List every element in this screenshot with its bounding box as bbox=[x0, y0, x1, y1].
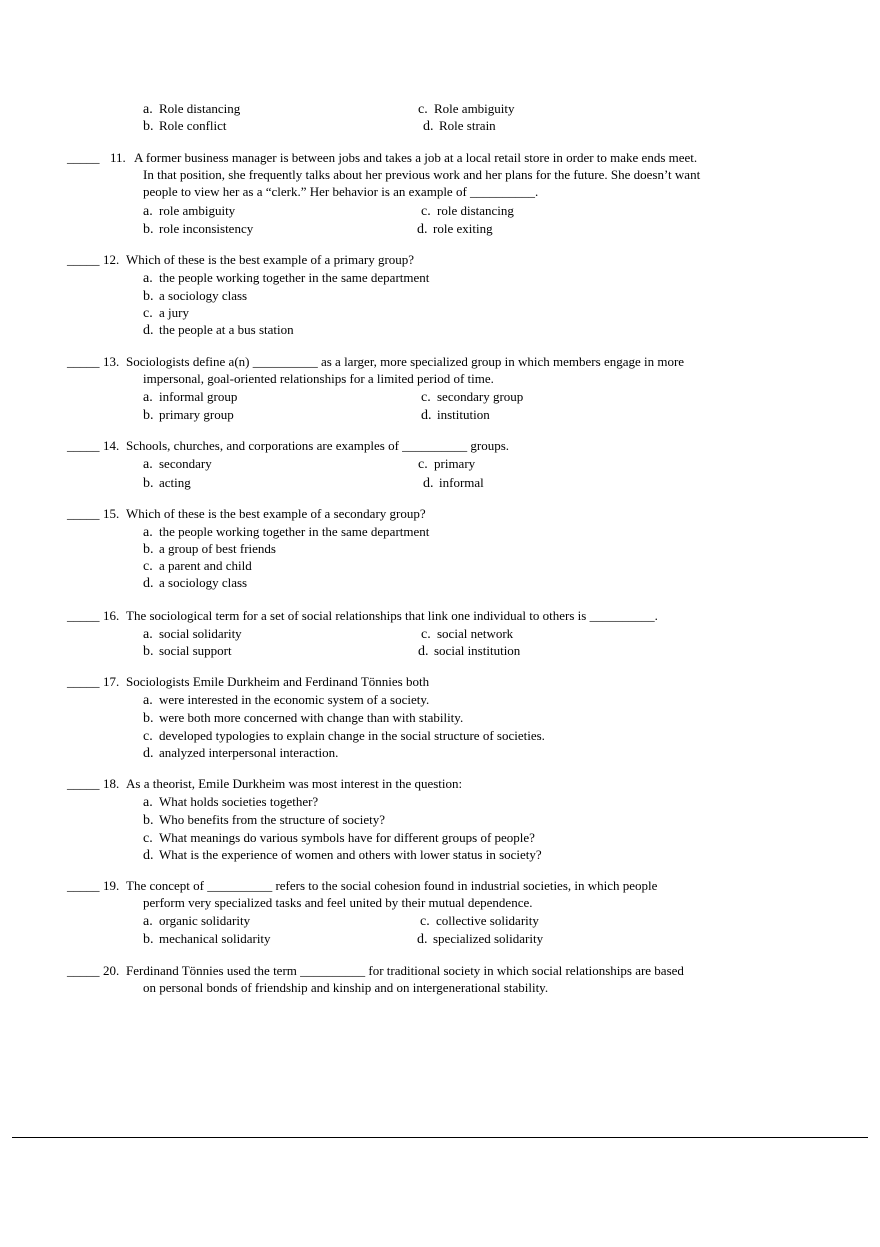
question-stem: Sociologists Emile Durkheim and Ferdinand Tönnies both bbox=[126, 674, 430, 689]
question-stem: Schools, churches, and corporations are examples of __________ groups. bbox=[126, 438, 510, 453]
option-b: b. mechanical solidarity bbox=[143, 931, 271, 947]
option-b: b. social support bbox=[143, 643, 232, 659]
answer-blank: _____ bbox=[67, 150, 100, 165]
option-b: b. a group of best friends bbox=[143, 541, 276, 557]
option-d: d. role exiting bbox=[417, 221, 493, 237]
question-number: 16. bbox=[103, 608, 120, 623]
answer-blank: _____ bbox=[67, 438, 100, 453]
option-c: c. collective solidarity bbox=[420, 913, 539, 929]
answer-blank: _____ bbox=[67, 776, 100, 791]
question-stem: As a theorist, Emile Durkheim was most interest in the question: bbox=[126, 776, 463, 791]
answer-blank: _____ bbox=[67, 878, 100, 893]
option-a: a. informal group bbox=[143, 389, 238, 405]
question-number: 15. bbox=[103, 506, 120, 521]
option-c: c. role distancing bbox=[421, 203, 514, 219]
answer-blank: _____ bbox=[67, 354, 100, 369]
option-a: a. role ambiguity bbox=[143, 203, 236, 219]
option-c: c. primary bbox=[418, 456, 476, 472]
option-d: d. the people at a bus station bbox=[143, 322, 294, 338]
question-number: 12. bbox=[103, 252, 120, 267]
question-stem: Sociologists define a(n) __________ as a larger, more specialized group in which members engage in more impersonal, goal-oriented relationships for a limited period of time. bbox=[126, 354, 685, 386]
option-d: d. informal bbox=[423, 475, 484, 491]
option-b: b. role inconsistency bbox=[143, 221, 254, 237]
answer-blank: _____ bbox=[67, 506, 100, 521]
question-number: 19. bbox=[103, 878, 120, 893]
question-stem: The concept of __________ refers to the social cohesion found in industrial societies, in which people perform very specialized tasks and feel united by their mutual dependence. bbox=[126, 878, 658, 910]
option-c: c. secondary group bbox=[421, 389, 524, 405]
question-stem: A former business manager is between jobs and takes a job at a local retail store in order to make ends meet. In that position, she frequently talks about her previous work and her plans for the future. She doesn’t want people to view her as a “clerk.” Her behavior is an example of __________. bbox=[134, 150, 701, 199]
answer-blank: _____ bbox=[67, 674, 100, 689]
option-b: b. acting bbox=[143, 475, 191, 491]
question-stem: Which of these is the best example of a secondary group? bbox=[126, 506, 426, 521]
question-number: 17. bbox=[103, 674, 120, 689]
answer-blank: _____ bbox=[67, 608, 100, 623]
option-a: a. secondary bbox=[143, 456, 212, 472]
option-b: b. were both more concerned with change than with stability. bbox=[143, 710, 464, 726]
question-stem: Which of these is the best example of a primary group? bbox=[126, 252, 415, 267]
option-d: d. What is the experience of women and others with lower status in society? bbox=[143, 847, 542, 863]
question-stem: The sociological term for a set of social relationships that link one individual to others is __________. bbox=[126, 608, 658, 623]
option-c: c. developed typologies to explain change in the social structure of societies. bbox=[143, 728, 545, 744]
option-a: a. Role distancing bbox=[143, 101, 241, 117]
option-c: c. a parent and child bbox=[143, 558, 252, 574]
option-d: d. specialized solidarity bbox=[417, 931, 544, 947]
question-stem: Ferdinand Tönnies used the term __________ for traditional society in which social relationships are based on personal bonds of friendship and kinship and on intergenerational stability. bbox=[126, 963, 684, 995]
answer-blank: _____ bbox=[67, 963, 100, 978]
option-a: a. What holds societies together? bbox=[143, 794, 319, 810]
question-number: 11. bbox=[110, 150, 126, 165]
option-c: c. social network bbox=[421, 626, 514, 642]
option-a: a. the people working together in the same department bbox=[143, 270, 430, 286]
option-d: d. analyzed interpersonal interaction. bbox=[143, 745, 339, 761]
question-number: 20. bbox=[103, 963, 120, 978]
option-d: d. social institution bbox=[418, 643, 521, 659]
option-d: d. institution bbox=[421, 407, 490, 423]
question-number: 13. bbox=[103, 354, 120, 369]
option-a: a. social solidarity bbox=[143, 626, 242, 642]
question-number: 18. bbox=[103, 776, 120, 791]
option-d: d. Role strain bbox=[423, 118, 496, 134]
option-a: a. were interested in the economic system of a society. bbox=[143, 692, 430, 708]
option-c: c. a jury bbox=[143, 305, 189, 321]
question-number: 14. bbox=[103, 438, 120, 453]
option-c: c. Role ambiguity bbox=[418, 101, 515, 117]
footer-rule bbox=[12, 1137, 868, 1138]
option-d: d. a sociology class bbox=[143, 575, 248, 591]
option-b: b. primary group bbox=[143, 407, 234, 423]
option-b: b. Who benefits from the structure of society? bbox=[143, 812, 385, 828]
option-c: c. What meanings do various symbols have for different groups of people? bbox=[143, 830, 535, 846]
option-b: b. Role conflict bbox=[143, 118, 227, 134]
option-a: a. organic solidarity bbox=[143, 913, 251, 929]
answer-blank: _____ bbox=[67, 252, 100, 267]
option-a: a. the people working together in the same department bbox=[143, 524, 430, 540]
option-b: b. a sociology class bbox=[143, 288, 248, 304]
